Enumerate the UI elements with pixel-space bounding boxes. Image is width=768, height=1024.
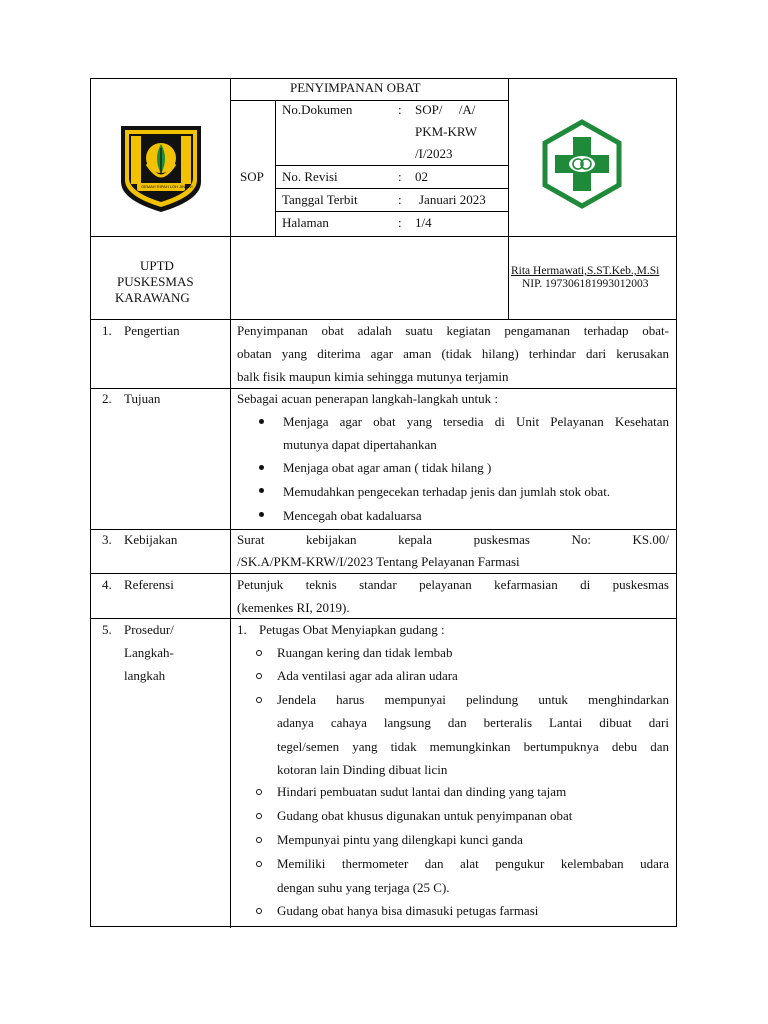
section-title-kebijakan: Kebijakan bbox=[124, 532, 178, 547]
section-number: 3. bbox=[102, 532, 112, 547]
kebijakan-word: kepala bbox=[398, 532, 433, 547]
org-name-line3: KARAWANG bbox=[115, 290, 190, 305]
no-dokumen-sep: : bbox=[398, 102, 402, 117]
referensi-word: puskesmas bbox=[612, 577, 669, 592]
referensi-word: Petunjuk bbox=[237, 577, 284, 592]
circle-bullet-icon bbox=[256, 813, 262, 819]
tujuan-item: mutunya dapat dipertahankan bbox=[283, 437, 437, 452]
referensi-word: teknis bbox=[305, 577, 337, 592]
tanggal-terbit-sep: : bbox=[398, 192, 402, 207]
bullet-icon bbox=[259, 512, 264, 517]
pengertian-line: obatan yang diterima agar aman (tidak hilang) terhindar dari kerusakan bbox=[237, 346, 669, 361]
puskesmas-logo bbox=[537, 119, 627, 209]
section-title-prosedur: Langkah- bbox=[124, 645, 174, 660]
org-name-line1: UPTD bbox=[140, 258, 174, 273]
halaman-sep: : bbox=[398, 215, 402, 230]
section-number: 1. bbox=[102, 323, 112, 338]
kebijakan-line2: /SK.A/PKM-KRW/I/2023 Tentang Pelayanan Farmasi bbox=[237, 554, 520, 569]
referensi-line1 bbox=[237, 578, 669, 591]
halaman-label: Halaman bbox=[282, 215, 329, 230]
referensi-word: di bbox=[580, 577, 591, 592]
no-dokumen-value-line2: PKM-KRW bbox=[415, 124, 478, 139]
kebijakan-word: kebijakan bbox=[306, 532, 357, 547]
prosedur-item: Memiliki thermometer dan alat pengukur kelembaban udara bbox=[277, 856, 669, 871]
pengertian-line: balk fisik maupun kimia sehingga mutunya terjamin bbox=[237, 369, 509, 384]
tujuan-item: Menjaga obat agar aman ( tidak hilang ) bbox=[283, 460, 492, 475]
karawang-crest-logo bbox=[119, 124, 203, 214]
referensi-word: standar bbox=[359, 577, 397, 592]
halaman-value: 1/4 bbox=[415, 215, 432, 230]
document-title: PENYIMPANAN OBAT bbox=[290, 80, 421, 95]
kebijakan-line1 bbox=[237, 533, 669, 546]
kebijakan-word: Surat bbox=[237, 532, 265, 547]
bullet-icon bbox=[259, 488, 264, 493]
step-title: Petugas Obat Menyiapkan gudang : bbox=[259, 622, 445, 637]
kebijakan-word: No: bbox=[571, 532, 591, 547]
section-title-prosedur: langkah bbox=[124, 668, 166, 683]
section-number: 5. bbox=[102, 622, 112, 637]
org-name-line2: PUSKESMAS bbox=[117, 274, 194, 289]
circle-bullet-icon bbox=[256, 908, 262, 914]
kebijakan-word: KS.00/ bbox=[632, 532, 669, 547]
prosedur-item: kotoran lain Dinding dibuat licin bbox=[277, 762, 448, 777]
no-revisi-label: No. Revisi bbox=[282, 169, 338, 184]
referensi-word: pelayanan bbox=[419, 577, 472, 592]
prosedur-item: Ruangan kering dan tidak lembab bbox=[277, 645, 453, 660]
prosedur-item: Ada ventilasi agar ada aliran udara bbox=[277, 668, 458, 683]
crest-motto: GEMAH RIPAH LOH JINAWI bbox=[141, 184, 193, 189]
tanggal-terbit-value: Januari 2023 bbox=[419, 192, 486, 207]
prosedur-item: dengan suhu yang terjaga (25 C). bbox=[277, 880, 450, 895]
section-number: 2. bbox=[102, 391, 112, 406]
no-revisi-value: 02 bbox=[415, 169, 428, 184]
step-number: 1. bbox=[237, 622, 247, 637]
section-title-pengertian: Pengertian bbox=[124, 323, 180, 338]
bullet-icon bbox=[259, 419, 264, 424]
tujuan-intro: Sebagai acuan penerapan langkah-langkah untuk : bbox=[237, 391, 498, 406]
section-title-tujuan: Tujuan bbox=[124, 391, 161, 406]
signatory-name: Rita Hermawati,S.ST.Keb.,M.Si bbox=[511, 265, 660, 277]
prosedur-item: Hindari pembuatan sudut lantai dan dinding yang tajam bbox=[277, 784, 567, 799]
tanggal-terbit-label: Tanggal Terbit bbox=[282, 192, 358, 207]
kebijakan-word: puskesmas bbox=[473, 532, 530, 547]
circle-bullet-icon bbox=[256, 837, 262, 843]
no-revisi-sep: : bbox=[398, 169, 402, 184]
section-title-prosedur: Prosedur/ bbox=[124, 622, 174, 637]
tujuan-item: Mencegah obat kadaluarsa bbox=[283, 508, 422, 523]
prosedur-item: adanya cahaya langsung dan berteralis Lantai dibuat dari bbox=[277, 715, 669, 730]
tujuan-item: Memudahkan pengecekan terhadap jenis dan jumlah stok obat. bbox=[283, 484, 611, 499]
no-dokumen-label: No.Dokumen bbox=[282, 102, 353, 117]
circle-bullet-icon bbox=[256, 697, 262, 703]
referensi-line2: (kemenkes RI, 2019). bbox=[237, 600, 350, 615]
signatory-nip: NIP. 197306181993012003 bbox=[522, 278, 649, 290]
section-title-referensi: Referensi bbox=[124, 577, 174, 592]
circle-bullet-icon bbox=[256, 673, 262, 679]
section-number: 4. bbox=[102, 577, 112, 592]
sop-label: SOP bbox=[240, 169, 264, 184]
tujuan-item: Menjaga agar obat yang tersedia di Unit Pelayanan Kesehatan bbox=[283, 414, 669, 429]
prosedur-item: tegel/semen yang tidak memungkinkan bertumpuknya debu dan bbox=[277, 739, 669, 754]
circle-bullet-icon bbox=[256, 650, 262, 656]
no-dokumen-value-line3: /I/2023 bbox=[415, 146, 453, 161]
no-dokumen-value-line1: SOP/ /A/ bbox=[415, 102, 476, 117]
prosedur-item: Jendela harus mempunyai pelindung untuk menghindarkan bbox=[277, 692, 669, 707]
circle-bullet-icon bbox=[256, 861, 262, 867]
prosedur-item: Gudang obat khusus digunakan untuk penyimpanan obat bbox=[277, 808, 573, 823]
bullet-icon bbox=[259, 465, 264, 470]
prosedur-item: Mempunyai pintu yang dilengkapi kunci ganda bbox=[277, 832, 523, 847]
referensi-word: kefarmasian bbox=[494, 577, 558, 592]
prosedur-item: Gudang obat hanya bisa dimasuki petugas farmasi bbox=[277, 903, 539, 918]
pengertian-line: Penyimpanan obat adalah suatu kegiatan pengamanan terhadap obat- bbox=[237, 323, 669, 338]
circle-bullet-icon bbox=[256, 789, 262, 795]
